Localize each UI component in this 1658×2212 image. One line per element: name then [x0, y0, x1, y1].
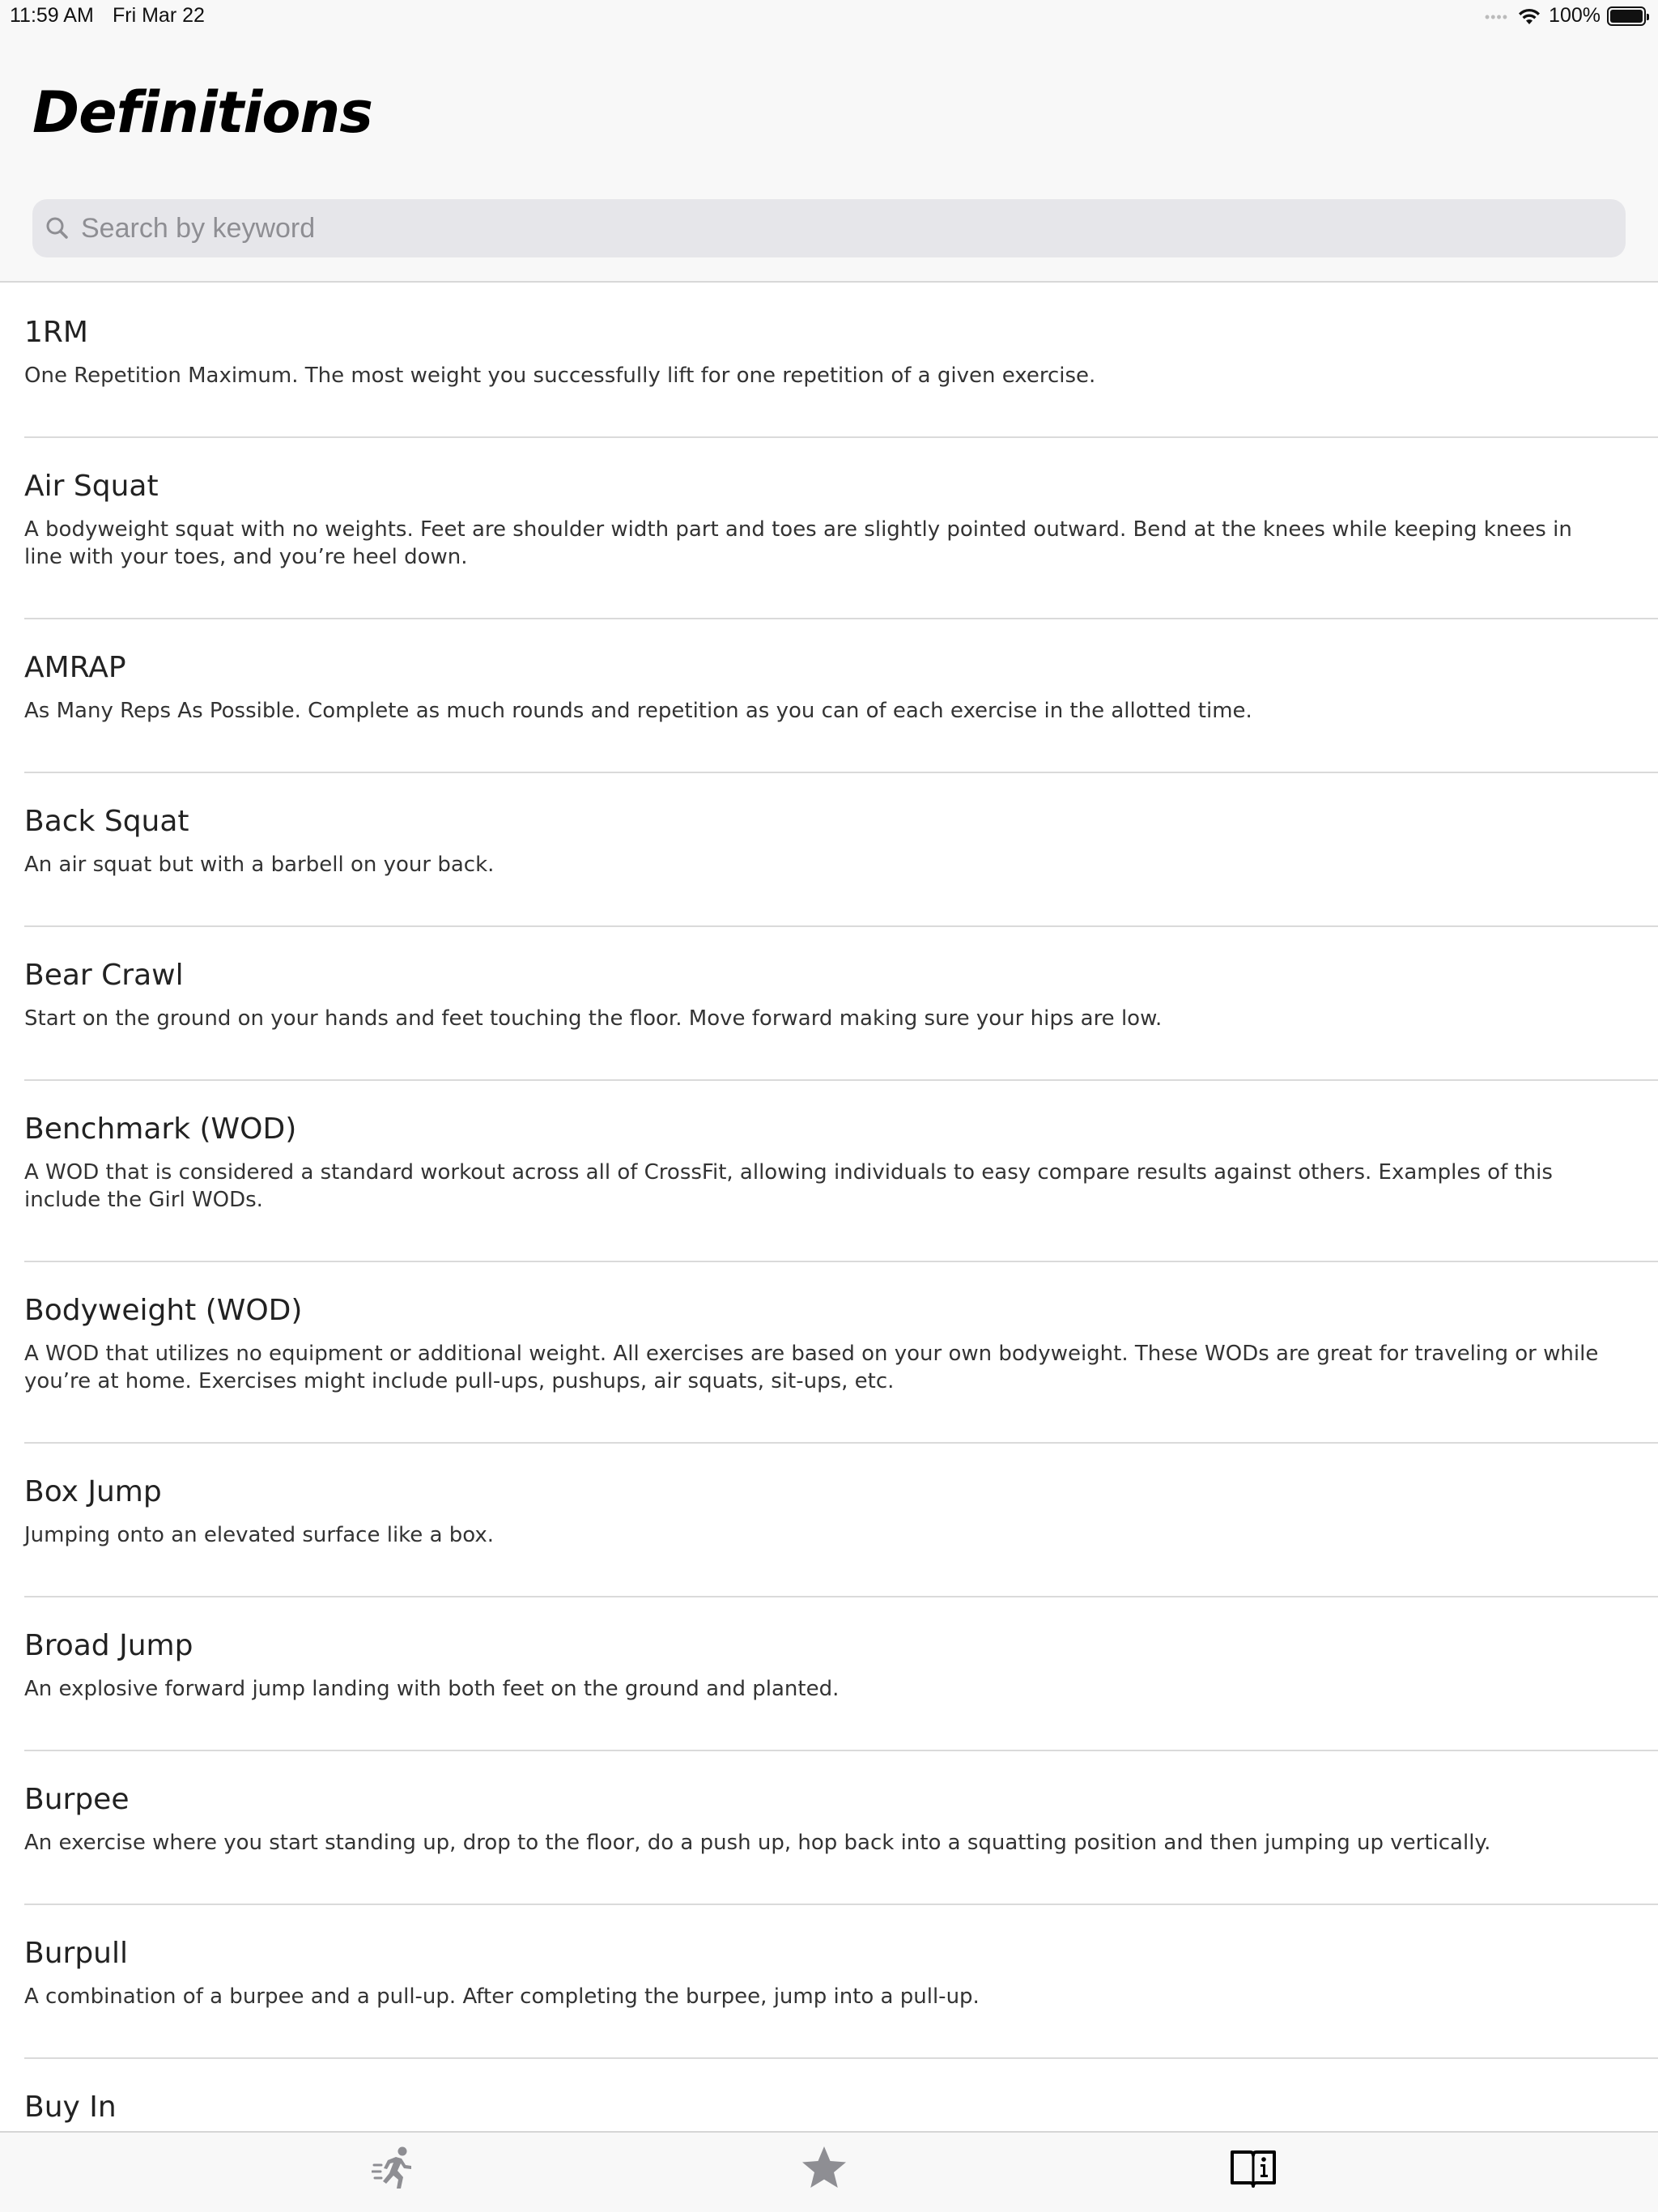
definition-text: One Repetition Maximum. The most weight you successfully lift for one repetition of a given exercise. — [24, 364, 1096, 388]
list-item[interactable] — [24, 284, 1658, 438]
list-item[interactable] — [24, 438, 1658, 619]
list-item[interactable] — [24, 1262, 1658, 1444]
search-bar[interactable] — [32, 199, 1626, 257]
list-item[interactable] — [24, 1905, 1658, 2059]
list-item[interactable] — [24, 1081, 1658, 1262]
definitions-list[interactable] — [0, 284, 1658, 2130]
list-item[interactable] — [24, 927, 1658, 1081]
definition-term: Bodyweight (WOD) — [24, 1294, 303, 1327]
definition-term: Benchmark (WOD) — [24, 1112, 297, 1146]
definition-term: Bear Crawl — [24, 959, 184, 992]
list-item[interactable] — [24, 773, 1658, 927]
status-bar — [0, 0, 1658, 32]
definition-term: AMRAP — [24, 651, 126, 684]
definition-text: An explosive forward jump landing with both feet on the ground and planted. — [24, 1677, 840, 1701]
battery-icon — [1607, 6, 1646, 26]
definition-term: Buy In — [24, 2091, 117, 2124]
definition-term: Broad Jump — [24, 1629, 193, 1662]
search-input[interactable] — [81, 213, 1626, 245]
definition-text: An air squat but with a barbell on your back. — [24, 853, 495, 877]
definition-term: Burpull — [24, 1937, 128, 1970]
list-item[interactable] — [24, 619, 1658, 773]
status-indicators — [1485, 4, 1646, 28]
wifi-icon — [1516, 6, 1542, 26]
definition-text: A WOD that is considered a standard workout across all of CrossFit, allowing individuals to easy compare results against others. Examples of this include the Girl WODs. — [24, 1160, 1553, 1212]
definition-text: A WOD that utilizes no equipment or additional weight. All exercises are based on your own bodyweight. These WODs are great for traveling or while you’re at home. Exercises might include pull-ups, pushups, air squats, sit-ups, etc. — [24, 1342, 1599, 1393]
tab-workouts[interactable] — [363, 2144, 427, 2209]
running-person-icon — [372, 2144, 419, 2191]
list-item[interactable] — [24, 1751, 1658, 1905]
definition-term: 1RM — [24, 316, 88, 349]
list-item[interactable] — [24, 1597, 1658, 1751]
search-icon — [44, 215, 71, 242]
list-item[interactable] — [24, 2059, 1658, 2130]
star-icon — [801, 2144, 848, 2191]
definition-term: Box Jump — [24, 1475, 162, 1508]
status-time: 11:59 AM — [10, 4, 94, 27]
battery-percent: 100% — [1549, 4, 1601, 27]
definition-term: Air Squat — [24, 470, 159, 503]
list-item[interactable] — [24, 1444, 1658, 1597]
definition-text: Start on the ground on your hands and feet touching the floor. Move forward making sure your hips are low. — [24, 1006, 1163, 1031]
tab-favorites[interactable] — [792, 2144, 857, 2209]
tab-definitions[interactable] — [1221, 2144, 1286, 2209]
definition-term: Back Squat — [24, 805, 189, 838]
page-title: Definitions — [32, 79, 372, 146]
tab-bar — [0, 2131, 1658, 2212]
definition-term: Burpee — [24, 1783, 130, 1816]
definition-text: Jumping onto an elevated surface like a box. — [24, 1523, 495, 1547]
definition-text: A bodyweight squat with no weights. Feet are shoulder width part and toes are slightly pointed outward. Bend at the knees while keeping knees in line with your toes, and you’re heel down. — [24, 517, 1572, 569]
book-info-icon — [1230, 2144, 1277, 2191]
definition-text: A combination of a burpee and a pull-up. After completing the burpee, jump into a pull-up. — [24, 1984, 980, 2009]
definition-text: An exercise where you start standing up, drop to the floor, do a push up, hop back into a squatting position and then jumping up vertically. — [24, 1831, 1491, 1855]
status-date: Fri Mar 22 — [113, 4, 205, 27]
cellular-signal-icon: •••• — [1484, 9, 1509, 25]
definition-text: As Many Reps As Possible. Complete as much rounds and repetition as you can of each exercise in the allotted time. — [24, 699, 1252, 723]
